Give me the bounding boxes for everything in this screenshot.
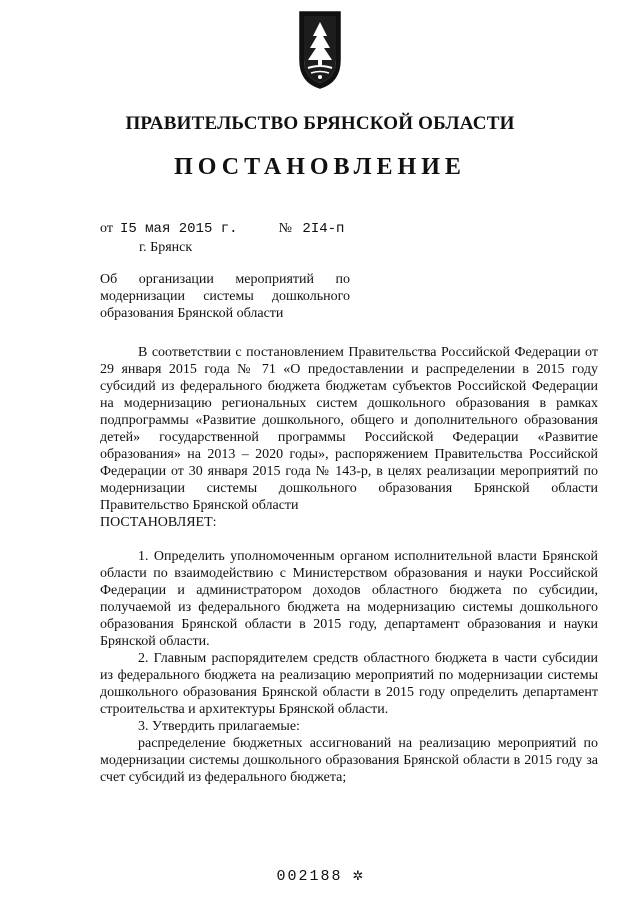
document-number: 2I4-п (302, 221, 345, 237)
document-body (100, 344, 598, 786)
document-type-heading: ПОСТАНОВЛЕНИЕ (174, 154, 466, 180)
footer-serial (0, 868, 640, 885)
government-title: ПРАВИТЕЛЬСТВО БРЯНСКОЙ ОБЛАСТИ (125, 113, 515, 134)
preamble-paragraph: В соответствии с постановлением Правительства Российской Федерации от 29 января 2015 года № 71 «О предоставлении и распределении в 2015 году субсидий из федерального бюджета бюджетам субъектов Российской Федерации на модернизацию региональных систем дошкольного образования в рамках подпрограммы «Развитие дошкольного, общего и дополнительного образования детей» государственной программы Российской Федерации «Развитие образования» на 2013 – 2020 годы», распоряжением Правительства Российской Федерации от 30 января 2015 года № 143-р, в целях реализации мероприятий по модернизации системы дошкольного образования Брянской области Правительство Брянской области (100, 345, 598, 513)
number-sign: № (278, 221, 292, 236)
date-prefix: от (100, 221, 113, 236)
coat-of-arms-icon (298, 10, 342, 90)
date-number-line (100, 221, 344, 237)
item-1-paragraph: 1. Определить уполномоченным органом исполнительной власти Брянской области по взаимодействию с Министерством образования и науки Российской Федерации и администратором доходов областного бюджета по субсидии, получаемой из федерального бюджета на модернизацию системы дошкольного образования Брянской области в 2015 году, департамент образования и науки Брянской области. (100, 549, 598, 649)
resolves-heading: ПОСТАНОВЛЯЕТ: (100, 515, 217, 530)
document-subject: Об организации мероприятий по модернизации системы дошкольного образования Брянской области (100, 272, 350, 321)
asterisk-mark-icon: ✲ (352, 869, 364, 884)
item-3-sub-paragraph: распределение бюджетных ассигнований на реализацию мероприятий по модернизации системы дошкольного образования Брянской области в 2015 году за счет субсидий из федерального бюджета; (100, 736, 598, 785)
serial-number: 002188 (276, 868, 343, 885)
document-city: г. Брянск (139, 240, 193, 255)
item-2-paragraph: 2. Главным распорядителем средств областного бюджета в части субсидии из федерального бюджета на реализацию мероприятий по модернизации системы дошкольного образования Брянской области в 2015 году определить департамент строительства и архитектуры Брянской области. (100, 651, 598, 717)
item-3-paragraph: 3. Утвердить прилагаемые: (138, 719, 300, 734)
document-date: I5 мая 2015 г. (119, 221, 238, 237)
